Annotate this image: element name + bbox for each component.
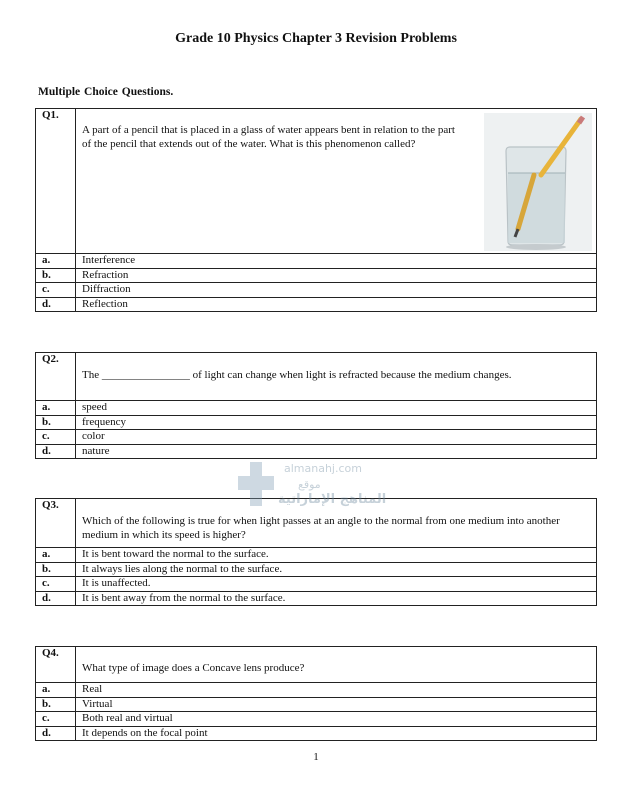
option-letter: b.: [36, 562, 76, 577]
question-number: Q4.: [36, 647, 76, 683]
option-text: Real: [76, 683, 597, 698]
option-text: frequency: [76, 415, 597, 430]
question-table-q3: [35, 498, 597, 606]
question-cell: [76, 499, 597, 548]
page-title: Grade 10 Physics Chapter 3 Revision Problems: [175, 31, 457, 46]
question-text: A part of a pencil that is placed in a glass of water appears bent in relation to the part of the pencil that extends out of the water. What is this phenomenon called?: [82, 124, 455, 150]
option-letter: d.: [36, 591, 76, 606]
option-text: Interference: [76, 254, 597, 269]
option-text: Virtual: [76, 697, 597, 712]
option-text: It always lies along the normal to the surface.: [76, 562, 597, 577]
section-heading: Multiple Choice Questions.: [38, 86, 174, 98]
question-text: The ________________ of light can change when light is refracted because the medium changes.: [82, 369, 512, 381]
option-text: It depends on the focal point: [76, 726, 597, 741]
question-table-q2: [35, 352, 597, 459]
option-text: Reflection: [76, 297, 597, 312]
question-cell: [76, 647, 597, 683]
option-letter: d.: [36, 444, 76, 459]
option-letter: c.: [36, 283, 76, 298]
watermark-site: almanahj.com: [284, 462, 362, 475]
option-text: Refraction: [76, 268, 597, 283]
pencil-in-water-glass-image: [484, 113, 592, 251]
option-letter: b.: [36, 697, 76, 712]
question-number: Q2.: [36, 353, 76, 401]
option-letter: c.: [36, 430, 76, 445]
option-text: speed: [76, 401, 597, 416]
option-letter: d.: [36, 726, 76, 741]
option-text: It is bent away from the normal to the surface.: [76, 591, 597, 606]
option-letter: a.: [36, 401, 76, 416]
option-text: Both real and virtual: [76, 712, 597, 727]
question-cell: [76, 353, 597, 401]
question-cell: [76, 109, 597, 254]
question-text: What type of image does a Concave lens produce?: [82, 662, 305, 674]
question-text: Which of the following is true for when light passes at an angle to the normal from one medium into another medium in which its speed is higher?: [82, 515, 560, 541]
option-letter: a.: [36, 254, 76, 269]
option-letter: c.: [36, 577, 76, 592]
option-letter: c.: [36, 712, 76, 727]
watermark-arabic-2: المناهج الإماراتية: [278, 492, 387, 507]
question-number: Q3.: [36, 499, 76, 548]
option-letter: a.: [36, 683, 76, 698]
question-table-q1: [35, 108, 597, 312]
option-letter: d.: [36, 297, 76, 312]
option-letter: b.: [36, 268, 76, 283]
page-number: 1: [313, 751, 319, 763]
option-text: nature: [76, 444, 597, 459]
watermark-arabic-1: موقع: [298, 478, 321, 491]
question-number: Q1.: [36, 109, 76, 254]
option-text: Diffraction: [76, 283, 597, 298]
option-text: color: [76, 430, 597, 445]
question-table-q4: [35, 646, 597, 741]
option-letter: a.: [36, 548, 76, 563]
option-text: It is bent toward the normal to the surface.: [76, 548, 597, 563]
option-letter: b.: [36, 415, 76, 430]
option-text: It is unaffected.: [76, 577, 597, 592]
